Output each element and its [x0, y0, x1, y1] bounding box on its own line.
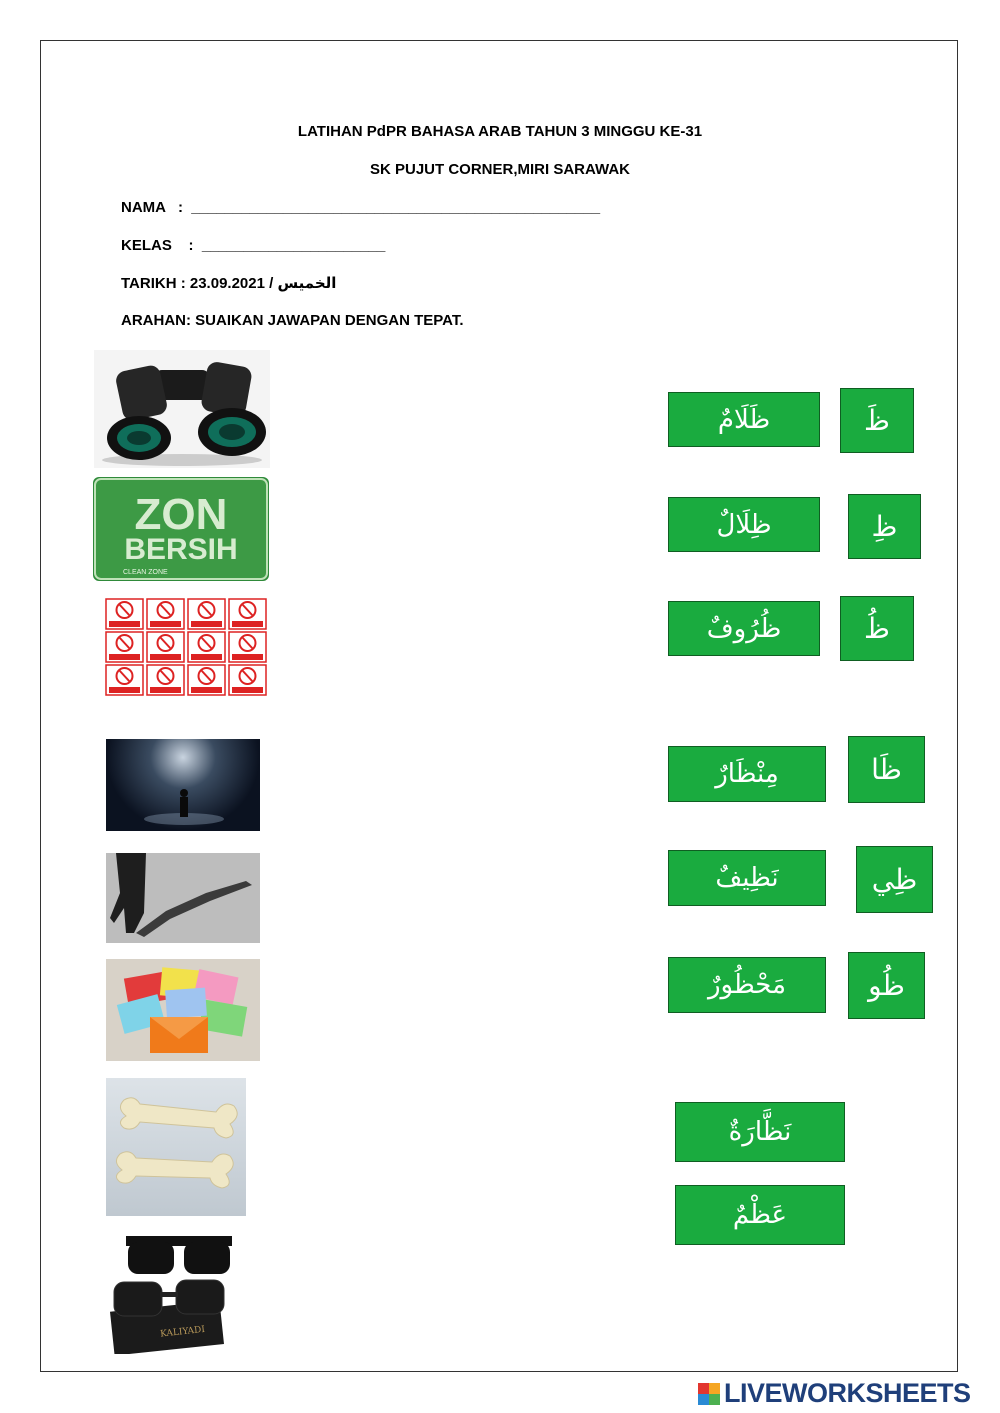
letter-box-2[interactable]: ظِ — [848, 494, 921, 559]
prohibition-sign-icon — [188, 599, 225, 629]
bone-image[interactable] — [106, 1078, 246, 1216]
word-box-4[interactable]: مِنْظَارٌ — [668, 746, 826, 802]
brand-text: LIVEWORKSHEETS — [724, 1378, 971, 1408]
prohibition-sign-icon — [147, 665, 184, 695]
letter-box-6[interactable]: ظُو — [848, 952, 925, 1019]
prohibition-sign-icon — [147, 632, 184, 662]
dark-night-image[interactable] — [106, 739, 260, 831]
kelas-field[interactable]: KELAS : ______________________ — [121, 237, 386, 254]
word-box-1[interactable]: ظَلَامٌ — [668, 392, 820, 447]
letter-box-4[interactable]: ظَا — [848, 736, 925, 803]
liveworksheets-logo — [698, 1378, 971, 1409]
worksheet-title: LATIHAN PdPR BAHASA ARAB TAHUN 3 MINGGU KE-31 — [297, 123, 703, 140]
word-box-7[interactable]: نَظَّارَةٌ — [675, 1102, 845, 1162]
prohibition-sign-icon — [229, 632, 266, 662]
prohibition-sign-icon — [229, 599, 266, 629]
bersih-text: BERSIH — [124, 533, 238, 566]
letter-box-1[interactable]: ظَ — [840, 388, 914, 453]
prohibition-signs-image[interactable] — [102, 596, 270, 698]
zon-bersih-sign-image[interactable] — [93, 477, 269, 581]
letter-box-3[interactable]: ظُ — [840, 596, 914, 661]
prohibition-sign-icon — [188, 665, 225, 695]
word-box-2[interactable]: ظِلَالٌ — [668, 497, 820, 552]
tarikh-line: TARIKH : 23.09.2021 / الخميس — [121, 275, 337, 292]
prohibition-sign-icon — [147, 599, 184, 629]
sunglasses-image[interactable] — [106, 1232, 246, 1354]
zon-text: ZON — [134, 490, 228, 539]
prohibition-sign-icon — [106, 665, 143, 695]
word-box-5[interactable]: نَظِيفٌ — [668, 850, 826, 906]
prohibition-sign-icon — [106, 632, 143, 662]
clean-zone-text: CLEAN ZONE — [123, 569, 168, 576]
liveworksheets-logo-icon — [698, 1383, 720, 1405]
nama-field[interactable]: NAMA : _________________________________________________ — [121, 199, 601, 216]
binoculars-image[interactable] — [94, 350, 270, 468]
word-box-3[interactable]: ظُرُوفٌ — [668, 601, 820, 656]
kaliyadi-text: KALIYADI — [159, 1324, 206, 1340]
shadow-image[interactable] — [106, 853, 260, 943]
envelopes-image[interactable] — [106, 959, 260, 1061]
instruction: ARAHAN: SUAIKAN JAWAPAN DENGAN TEPAT. — [121, 312, 464, 329]
word-box-8[interactable]: عَظْمٌ — [675, 1185, 845, 1245]
word-box-6[interactable]: مَحْظُورٌ — [668, 957, 826, 1013]
prohibition-sign-icon — [188, 632, 225, 662]
letter-box-5[interactable]: ظِي — [856, 846, 933, 913]
prohibition-sign-icon — [106, 599, 143, 629]
prohibition-sign-icon — [229, 665, 266, 695]
school-name: SK PUJUT CORNER,MIRI SARAWAK — [369, 161, 631, 178]
